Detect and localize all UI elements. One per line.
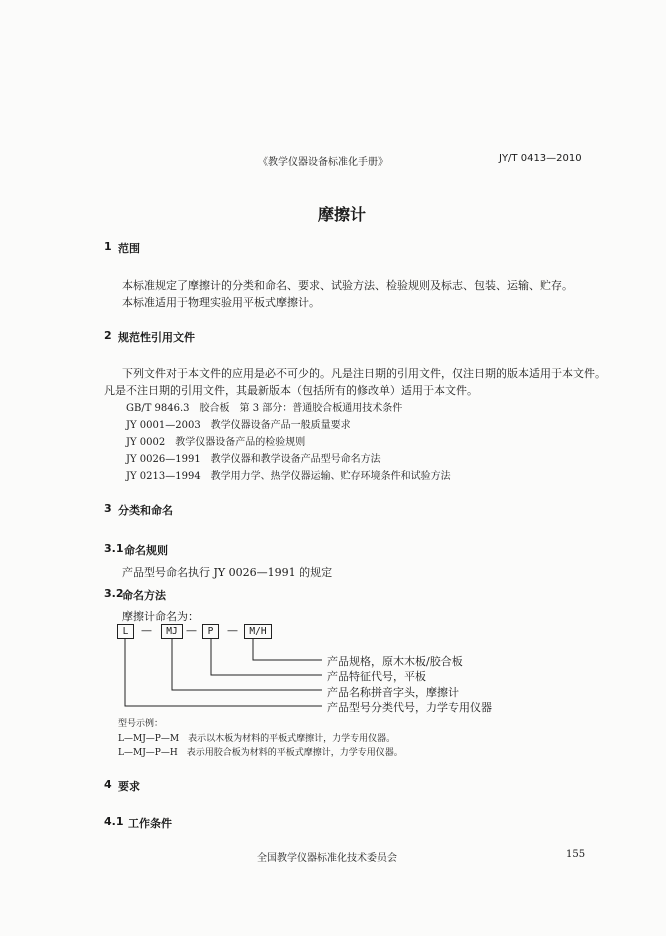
section-2-heading: 规范性引用文件 (118, 331, 195, 344)
connector-line-spec (253, 639, 322, 660)
section-2-paragraph: 凡是不注日期的引用文件，其最新版本（包括所有的修改单）适用于本文件。 (104, 384, 478, 397)
example-line: L—MJ—P—H 表示用胶合板为材料的平板式摩擦计，力学专用仪器。 (118, 748, 403, 758)
section-1-paragraph: 本标准适用于物理实验用平板式摩擦计。 (122, 296, 320, 309)
page-title: 摩擦计 (318, 205, 367, 224)
section-2-number: 2 (104, 329, 112, 342)
connector-line-class (125, 639, 322, 706)
naming-intro: 摩擦计命名为： (122, 610, 199, 623)
reference-item: JY 0026—1991 教学仪器和教学设备产品型号命名方法 (126, 454, 381, 465)
code-box-name: MJ (161, 624, 183, 639)
connector-line-name (172, 639, 322, 690)
code-box-class: L (117, 624, 134, 639)
section-3-heading: 分类和命名 (118, 504, 173, 517)
naming-label-feature: 产品特征代号，平板 (327, 670, 426, 683)
section-3-1-heading: 命名规则 (124, 544, 168, 557)
reference-item: JY 0001—2003 教学仪器设备产品一般质量要求 (126, 420, 351, 431)
naming-label-spec: 产品规格，原木木板/胶合板 (327, 655, 463, 668)
section-3-number: 3 (104, 502, 112, 515)
section-4-number: 4 (104, 778, 112, 791)
code-box-spec: M/H (244, 624, 272, 639)
naming-label-name: 产品名称拼音字头，摩擦计 (327, 686, 459, 699)
reference-item: JY 0213—1994 教学用力学、热学仪器运输、贮存环境条件和试验方法 (126, 471, 451, 482)
section-4-1-number: 4.1 (104, 815, 124, 828)
code-box-feature: P (202, 624, 219, 639)
code-separator: — (186, 624, 197, 637)
section-4-heading: 要求 (118, 780, 140, 793)
connector-line-feature (211, 639, 322, 675)
header-standard-code: JY/T 0413—2010 (499, 153, 582, 164)
section-3-1-number: 3.1 (104, 542, 124, 555)
page-number: 155 (566, 849, 586, 860)
footer-committee: 全国教学仪器标准化技术委员会 (257, 853, 397, 864)
section-1-number: 1 (104, 240, 112, 253)
section-3-2-heading: 命名方法 (122, 589, 166, 602)
example-heading: 型号示例： (118, 719, 164, 729)
section-1-heading: 范围 (118, 242, 140, 255)
section-1-paragraph: 本标准规定了摩擦计的分类和命名、要求、试验方法、检验规则及标志、包装、运输、贮存。 (122, 279, 573, 292)
code-separator: — (227, 624, 238, 637)
section-2-paragraph: 下列文件对于本文件的应用是必不可少的。凡是注日期的引用文件，仅注日期的版本适用于本文件。 (122, 367, 606, 380)
reference-item: JY 0002 教学仪器设备产品的检验规则 (126, 437, 306, 448)
header-book-title: 《教学仪器设备标准化手册》 (258, 157, 388, 168)
section-4-1-heading: 工作条件 (128, 817, 172, 830)
reference-item: GB/T 9846.3 胶合板 第 3 部分：普通胶合板通用技术条件 (126, 403, 403, 414)
section-3-1-paragraph: 产品型号命名执行 JY 0026—1991 的规定 (122, 566, 333, 579)
section-3-2-number: 3.2 (104, 587, 124, 600)
code-separator: — (141, 624, 152, 637)
example-line: L—MJ—P—M 表示以木板为材料的平板式摩擦计，力学专用仪器。 (118, 734, 396, 744)
naming-label-class: 产品型号分类代号，力学专用仪器 (327, 701, 492, 714)
